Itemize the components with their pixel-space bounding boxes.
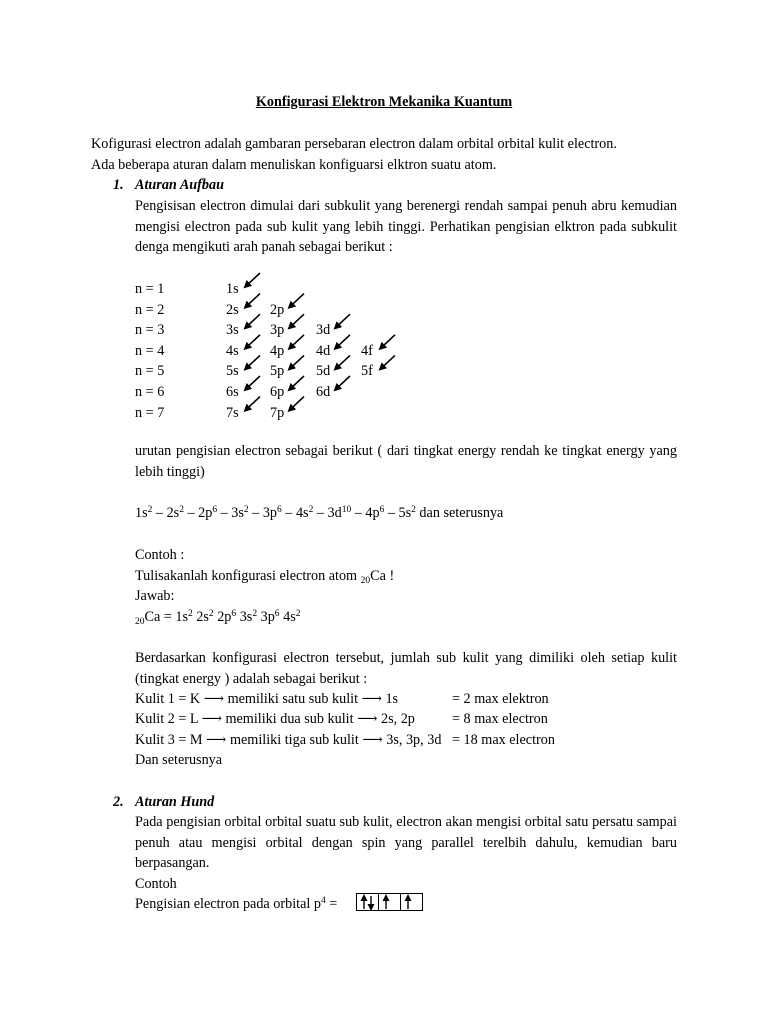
- order-text: urutan pengisian electron sebagai berikut ( dari tingkat energy rendah ke tingkat energy yang lebih tinggi): [135, 443, 677, 480]
- shell-intro: Berdasarkan konfigurasi electron tersebut, jumlah sub kulit yang dimiliki oleh setiap kulit (tingkat energy ) adalah sebagai berikut :: [135, 650, 677, 687]
- orbital-term: 3p: [262, 505, 277, 521]
- electron-count: 10: [341, 505, 352, 515]
- shell-3-desc: Kulit 3 = M ⟶ memiliki tiga sub kulit ⟶ 3s, 3p, 3d: [135, 732, 442, 748]
- orbital-label: 5d: [316, 363, 331, 380]
- orbital-term: 3s: [231, 505, 244, 521]
- orbital-label: 5s: [226, 363, 239, 380]
- electron-count: 2: [147, 505, 153, 515]
- orbital-label: 5p: [270, 363, 285, 380]
- shell-3-max: = 18 max electron: [452, 732, 555, 748]
- orbital-term: 3s: [239, 609, 253, 625]
- orbital-label: 3p: [270, 322, 285, 339]
- section-1-heading: Aturan Aufbau: [135, 177, 224, 193]
- electron-count: 2: [295, 609, 301, 619]
- term-separator: –: [217, 505, 232, 521]
- orbital-label: 5f: [361, 363, 373, 380]
- electron-count: 2: [243, 505, 249, 515]
- shell-n-label: n = 1: [135, 281, 165, 297]
- term-separator: –: [152, 505, 167, 521]
- answer-element: Ca =: [144, 609, 176, 625]
- orbital-label: 4p: [270, 342, 285, 359]
- section-1-paragraph: Pengisisan electron dimulai dari subkulit yang berenergi rendah sampai penuh abru kemudian mengisi electron pada sub kulit yang lebih tinggi. Perhatikan pengisian elktron pada subkulit denga mengikuti arah panah sebagai berikut :: [135, 198, 677, 256]
- orbital-term: 3d: [327, 505, 342, 521]
- electron-count: 2: [179, 505, 184, 515]
- shell-end: Dan seterusnya: [135, 752, 223, 768]
- shell-n-label: n = 7: [135, 404, 165, 421]
- shell-n-label: n = 4: [135, 342, 165, 359]
- section-2-number: 2.: [113, 794, 124, 810]
- orbital-example-superscript: 4: [320, 896, 326, 906]
- orbital-example-text: Pengisian electron pada orbital p: [135, 896, 321, 912]
- orbital-label: 2s: [226, 301, 239, 318]
- orbital-label: 7s: [226, 404, 239, 421]
- orbital-term: 3p: [260, 609, 275, 625]
- shell-n-label: n = 6: [135, 384, 165, 400]
- shell-2-desc: Kulit 2 = L ⟶ memiliki dua sub kulit ⟶ 2s, 2p: [135, 711, 415, 727]
- answer-label: Jawab:: [135, 588, 175, 604]
- electron-count: 2: [411, 505, 416, 515]
- orbital-term: 2s: [166, 505, 180, 521]
- section-2-paragraph: Pada pengisian orbital orbital suatu sub kulit, electron akan mengisi orbital satu persatu sampai penuh atau mengisi orbital dengan spin yang parallel terelbih dahulu, kemudian baru berpasangan.: [135, 814, 677, 872]
- orbital-label: 3d: [316, 322, 331, 339]
- orbital-label: 3s: [226, 322, 239, 339]
- section-1-number: 1.: [113, 177, 124, 193]
- term-separator: –: [281, 505, 296, 521]
- term-separator: –: [313, 505, 328, 521]
- term-separator: –: [248, 505, 263, 521]
- example-question-text: Tulisakanlah konfigurasi electron atom: [135, 568, 361, 584]
- term-separator: –: [384, 505, 399, 521]
- atomic-number: 20: [360, 576, 371, 586]
- element-symbol: Ca: [370, 568, 386, 584]
- orbital-label: 6d: [316, 384, 331, 400]
- shell-n-label: n = 5: [135, 363, 165, 380]
- section-2-example-label: Contoh: [135, 876, 177, 892]
- electron-count: 2: [252, 609, 258, 619]
- electron-count: 2: [308, 505, 314, 515]
- orbital-label: 4d: [316, 342, 331, 359]
- shell-n-label: n = 3: [135, 322, 165, 339]
- orbital-term: 1s: [175, 609, 188, 625]
- orbital-label: 4s: [226, 342, 239, 359]
- sequence-suffix: dan seterusnya: [415, 505, 504, 521]
- shell-1-max: = 2 max elektron: [452, 691, 549, 707]
- orbital-term: 4s: [295, 505, 309, 521]
- electron-count: 6: [274, 609, 280, 619]
- orbital-example-equals: =: [325, 896, 338, 912]
- term-separator: –: [183, 505, 199, 521]
- orbital-term: 1s: [135, 505, 148, 521]
- shell-1-desc: Kulit 1 = K ⟶ memiliki satu sub kulit ⟶ 1s: [135, 691, 399, 707]
- orbital-term: 2p: [198, 505, 213, 521]
- orbital-term: 5s: [398, 505, 412, 521]
- orbital-term: 4p: [365, 505, 380, 521]
- intro-line-1: Kofigurasi electron adalah gambaran persebaran electron dalam orbital orbital kulit electron.: [91, 136, 617, 152]
- electron-count: 6: [231, 609, 237, 619]
- shell-2-max: = 8 max electron: [452, 711, 548, 727]
- orbital-label: 1s: [226, 281, 239, 297]
- orbital-term: 4s: [283, 609, 296, 625]
- electron-count: 6: [379, 505, 385, 515]
- orbital-label: 4f: [361, 342, 373, 359]
- section-2-heading: Aturan Hund: [135, 794, 215, 810]
- orbital-label: 6p: [270, 384, 285, 400]
- answer-atomic-number: 20: [135, 617, 145, 627]
- orbital-term: 2p: [217, 609, 232, 625]
- example-question-end: !: [385, 568, 395, 584]
- orbital-label: 7p: [270, 404, 285, 421]
- shell-n-label: n = 2: [135, 301, 165, 318]
- orbital-label: 6s: [226, 384, 239, 400]
- electron-count: 6: [212, 505, 218, 515]
- orbital-label: 2p: [270, 301, 285, 318]
- intro-line-2: Ada beberapa aturan dalam menuliskan konfiguarsi elktron suatu atom.: [91, 157, 497, 173]
- document-title: Konfigurasi Elektron Mekanika Kuantum: [255, 94, 513, 110]
- example-label: Contoh :: [135, 547, 185, 563]
- electron-count: 2: [208, 609, 214, 619]
- electron-count: 2: [187, 609, 193, 619]
- orbital-term: 2s: [196, 609, 209, 625]
- electron-count: 6: [277, 505, 282, 515]
- term-separator: –: [351, 505, 366, 521]
